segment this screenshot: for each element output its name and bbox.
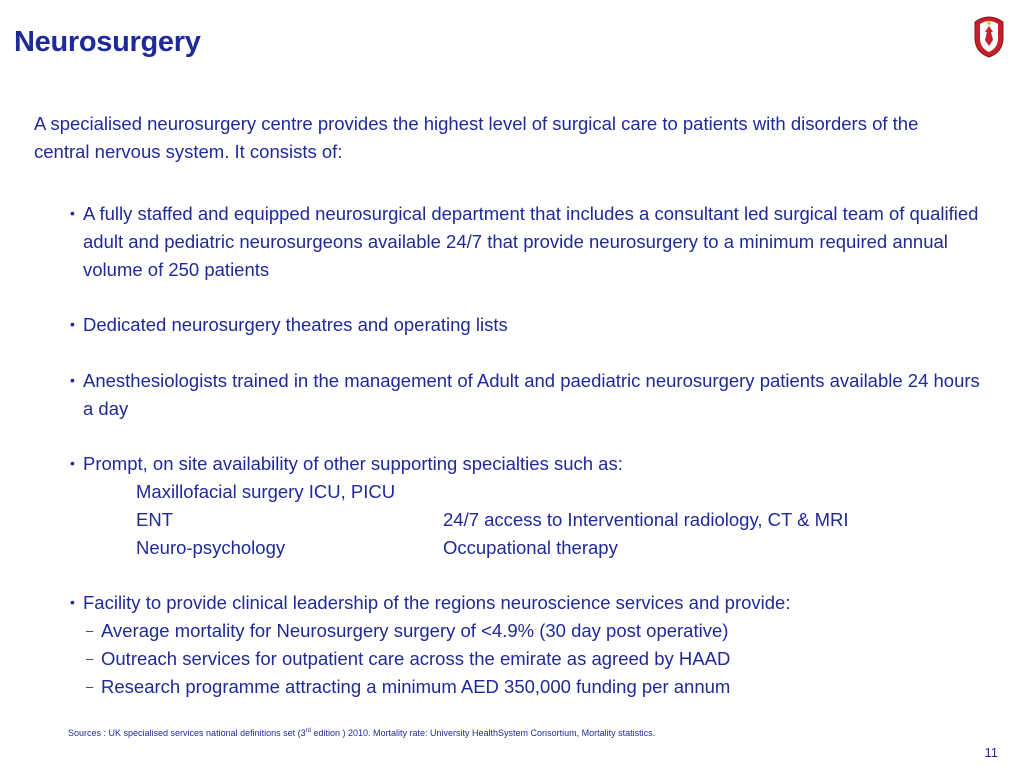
specialties-grid [70, 478, 990, 561]
bullet-mark: • [70, 205, 75, 221]
intro-paragraph: A specialised neurosurgery centre provides the highest level of surgical care to patients with disorders of the central nervous system. It consists of: [34, 113, 919, 162]
sub-item [70, 673, 990, 701]
falcon-emblem-icon [969, 14, 1009, 58]
specialty-cell: 24/7 access to Interventional radiology, CT & MRI [443, 508, 849, 530]
bullet-item [70, 450, 990, 478]
page-number: 11 [984, 745, 998, 760]
bullet-item [70, 311, 990, 339]
bullet-mark: • [70, 594, 75, 611]
sources-text: edition ) 2010. Mortality rate: University HealthSystem Consortium, Mortality statistics. [310, 728, 656, 738]
sources-sup: rd [305, 728, 311, 734]
specialty-cell [443, 478, 923, 506]
bullet-text: Prompt, on site availability of other supporting specialties such as: [83, 453, 623, 475]
bullet-text: Anesthesiologists trained in the management of Adult and paediatric neurosurgery patients available 24 hours a day [83, 369, 980, 419]
sources-text: Sources : UK specialised services national definitions set (3 [68, 728, 306, 738]
specialty-cell: Neuro-psychology [136, 536, 286, 558]
bullet-mark: • [70, 316, 75, 333]
bullet-text: Facility to provide clinical leadership of the regions neuroscience services and provide: [83, 592, 791, 614]
bullet-item [70, 589, 990, 617]
sub-item-text: Research programme attracting a minimum AED 350,000 funding per annum [101, 675, 731, 697]
bullet-text: A fully staffed and equipped neurosurgical department that includes a consultant led surgical team of qualified adult and pediatric neurosurgeons available 24/7 that provide neurosurgery to a minimum required annual volume of 250 patients [83, 203, 979, 280]
bullet-item [70, 200, 990, 283]
dash-mark: – [86, 678, 94, 694]
dash-mark: – [86, 622, 94, 638]
sub-item-text: Average mortality for Neurosurgery surgery of <4.9% (30 day post operative) [101, 619, 729, 641]
sub-item-text: Outreach services for outpatient care across the emirate as agreed by HAAD [101, 647, 731, 669]
bullet-mark: • [70, 371, 75, 388]
page-title: Neurosurgery [14, 26, 201, 58]
specialty-cell: Maxillofacial surgery ICU, PICU [136, 480, 396, 502]
specialty-cell: Occupational therapy [443, 536, 618, 558]
sub-item [70, 617, 990, 645]
dash-mark: – [86, 650, 94, 666]
sub-item [70, 645, 990, 673]
sources-footnote [68, 728, 655, 738]
bullet-item [70, 367, 990, 423]
specialty-cell: ENT [136, 508, 173, 530]
bullet-mark: • [70, 455, 75, 472]
content-list [70, 200, 990, 700]
bullet-text: Dedicated neurosurgery theatres and operating lists [83, 314, 508, 336]
